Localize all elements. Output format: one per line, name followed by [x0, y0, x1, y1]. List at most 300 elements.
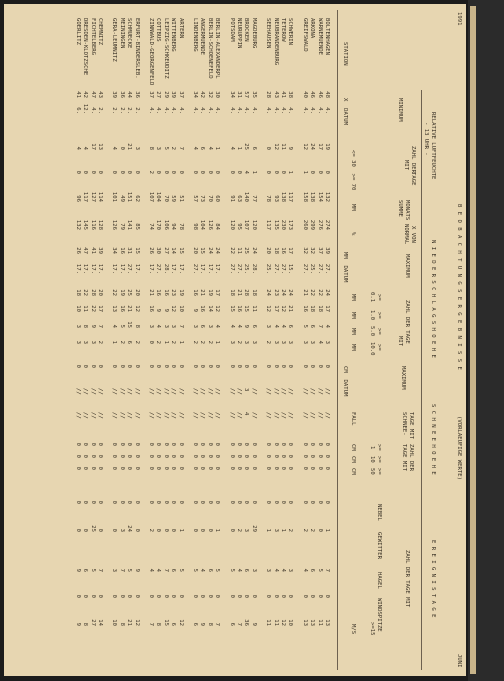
days-ge70-cell: 0 [118, 170, 125, 174]
precip-max-date-cell: 17. [82, 263, 89, 274]
precip-max-date-cell: 17. [206, 263, 213, 274]
precip-sum-cell: 101 [111, 191, 118, 202]
thunderstorm-days-cell: 3 [243, 528, 250, 532]
snow-ge-50-cell: 0 [97, 466, 103, 470]
humidity-min-cell: 43 [272, 91, 279, 98]
days-ge-0-1-cell: 24 [280, 289, 286, 296]
header-sh-ge-3: >= [376, 468, 382, 475]
precip-sum-cell: 104 [155, 191, 162, 202]
days-ge-0-1-cell: 24 [287, 289, 294, 296]
precip-sum-cell: 117 [82, 191, 89, 202]
days-ge-0-1-cell: 28 [89, 289, 96, 296]
humidity-min-date-cell: 4. [316, 107, 323, 114]
table-row [316, 4, 323, 676]
gust-days-extra-cell: 6 [192, 622, 198, 626]
gust-days-cell: 0 [89, 594, 96, 598]
precip-sum-cell: 51 [177, 195, 184, 202]
snow-max-date-cell: // [155, 388, 162, 395]
days-ge-10-0-cell: 6 [126, 340, 133, 344]
gust-days-extra-cell: 10 [287, 619, 294, 626]
gust-days-extra-cell: 8 [155, 622, 162, 626]
days-ge-10-0-cell: 2 [170, 340, 177, 344]
humidity-min-cell: 34 [228, 91, 235, 98]
gust-days-extra-cell: 11 [316, 619, 323, 626]
snowfall-days-cell: // [265, 412, 272, 419]
humidity-min-date-cell: 4. [301, 107, 308, 114]
humidity-min-date-cell: 4. [250, 107, 257, 114]
days-le30-cell: 11 [280, 143, 286, 150]
days-ge-1-0-cell: 16 [199, 305, 206, 312]
days-ge-10-0-cell: 2 [118, 340, 125, 344]
header-rel-humidity-2: - 13 UHR - [423, 122, 429, 156]
fog-days-cell: 0 [272, 500, 279, 504]
snow-max-date-cell: // [228, 388, 235, 395]
hail-days-cell: 5 [89, 568, 96, 572]
page-edge-strip [470, 6, 476, 674]
snowfall-days-cell: // [316, 412, 323, 419]
days-ge-1-0-cell: 11 [250, 305, 257, 312]
snow-ge-1-cell: 0 [82, 442, 89, 446]
precip-max-date-cell: 17. [199, 263, 206, 274]
station-name-cell: GREIFSWALD [301, 18, 308, 52]
precip-max-cell: 34 [111, 247, 118, 254]
humidity-min-cell: 29 [162, 91, 169, 98]
fog-days-cell: 0 [280, 500, 286, 504]
days-ge70-cell: 0 [309, 170, 316, 174]
hail-days-cell: 9 [133, 568, 140, 572]
precip-max-date-cell: 25. [309, 263, 316, 274]
humidity-min-cell: 36 [133, 91, 140, 98]
fog-days-cell: 0 [162, 500, 169, 504]
fog-days-cell: 0 [89, 500, 96, 504]
station-name-cell: NEUBRANDENBURG [272, 18, 279, 66]
snow-max-date-cell: // [324, 388, 330, 395]
snow-max-cell: 0 [133, 364, 140, 368]
hail-days-cell: 6 [170, 568, 177, 572]
humidity-min-cell: 36 [118, 91, 125, 98]
precip-pct-normal-cell: 230 [280, 219, 286, 230]
header-ns-val-3: 5.0 [369, 326, 375, 337]
days-ge-0-1-cell: 16 [155, 289, 162, 296]
days-ge70-cell: 0 [316, 170, 323, 174]
hail-days-cell: 5 [177, 568, 184, 572]
snowfall-days-cell: // [309, 412, 316, 419]
days-ge-5-0-cell: 3 [162, 324, 169, 328]
precip-sum-cell: 140 [243, 191, 250, 202]
snow-max-date-cell: // [170, 388, 177, 395]
gust-days-cell: 0 [236, 594, 242, 598]
hail-days-cell: 4 [199, 568, 206, 572]
days-ge-10-0-cell: 3 [309, 340, 316, 344]
days-le30-cell: 19 [324, 143, 330, 150]
days-ge-10-0-cell: 1 [177, 340, 184, 344]
station-name-cell: ARKONA [309, 18, 316, 39]
snow-max-date-cell: // [82, 388, 89, 395]
gust-days-extra-cell: 11 [272, 619, 279, 626]
fog-days-cell: 0 [118, 500, 125, 504]
snow-ge-50-cell: 0 [133, 466, 140, 470]
precip-pct-normal-cell: 79 [118, 223, 125, 230]
humidity-min-date-cell: 6. [74, 107, 81, 114]
days-ge70-cell: 0 [324, 170, 330, 174]
precip-max-date-cell: 28. [250, 263, 257, 274]
snow-ge-1-cell: 0 [89, 442, 96, 446]
hail-days-cell: 5 [192, 568, 198, 572]
hail-days-cell: 5 [214, 568, 221, 572]
thunderstorm-days-cell: 2 [287, 528, 294, 532]
snow-ge-10-cell: 0 [236, 454, 242, 458]
days-ge-1-0-cell: 16 [148, 305, 154, 312]
table-row [81, 4, 88, 676]
precip-max-date-cell: 27. [301, 263, 308, 274]
precip-max-cell: 20 [265, 247, 272, 254]
snow-max-date-cell: // [111, 388, 118, 395]
gust-days-extra-cell: 10 [111, 619, 118, 626]
header-station: STATION [342, 42, 348, 66]
thunderstorm-days-cell: 1 [214, 528, 221, 532]
humidity-min-date-cell: 4. [170, 107, 177, 114]
gust-days-extra-cell: 13 [301, 619, 308, 626]
days-le30-cell: 4 [228, 146, 235, 150]
days-ge-1-0-cell: 17 [324, 305, 330, 312]
precip-pct-normal-cell: 104 [199, 219, 206, 230]
humidity-min-cell: 31 [236, 91, 242, 98]
days-le30-cell: 2 [170, 146, 177, 150]
snowfall-days-cell: // [324, 412, 330, 419]
table-row [177, 4, 184, 676]
snow-max-cell: 0 [199, 364, 206, 368]
days-ge-5-0-cell: 4 [111, 324, 118, 328]
header-ns-ge-4: >= [376, 344, 382, 351]
header-ns-val-4: 10.0 [369, 342, 375, 356]
days-ge-1-0-cell: 16 [118, 305, 125, 312]
header-sh-tage-2: SCHNEE- [401, 412, 407, 436]
header-er-zahl: ZAHL DER TAGE MIT [404, 550, 410, 608]
humidity-min-date-cell: 4. [155, 107, 162, 114]
days-ge-0-1-cell: 17 [214, 289, 221, 296]
header-zahl-der-2: TAGE [410, 172, 416, 186]
precip-max-cell: 24 [206, 247, 213, 254]
snow-max-cell: 0 [170, 364, 177, 368]
precip-sum-cell: 70 [206, 195, 213, 202]
days-ge-0-1-cell: 22 [111, 289, 118, 296]
precip-sum-cell: 138 [309, 191, 316, 202]
fog-days-cell: 0 [214, 500, 221, 504]
snow-max-date-cell: // [309, 388, 316, 395]
humidity-min-cell: 46 [316, 91, 323, 98]
precip-sum-cell: 93 [272, 195, 279, 202]
days-le30-cell: 0 [265, 146, 272, 150]
snow-ge-10-cell: 0 [118, 454, 125, 458]
snow-ge-50-cell: 0 [316, 466, 323, 470]
days-ge-0-1-cell: 16 [192, 289, 198, 296]
snow-max-cell: 0 [228, 364, 235, 368]
hail-days-cell: 5 [228, 568, 235, 572]
days-ge-0-1-cell: 25 [126, 289, 133, 296]
precip-sum-cell: 117 [287, 191, 294, 202]
gust-days-extra-cell: 12 [280, 619, 286, 626]
hail-days-cell: 6 [206, 568, 213, 572]
snowfall-days-cell: // [126, 412, 133, 419]
table-row [235, 4, 242, 676]
snow-ge-1-cell: 0 [192, 442, 198, 446]
humidity-min-date-cell: 12. [82, 103, 89, 114]
days-le30-cell: 4 [74, 146, 81, 150]
fog-days-cell: 0 [301, 500, 308, 504]
table-row [147, 4, 154, 676]
precip-max-date-cell: 17. [148, 263, 154, 274]
days-ge-5-0-cell: 5 [118, 324, 125, 328]
humidity-min-date-cell: 4. [89, 107, 96, 114]
header-minimum: MINIMUM [397, 98, 403, 122]
header-sh-ge-1: >= [376, 444, 382, 451]
snow-max-cell: 0 [126, 364, 133, 368]
snow-ge-1-cell: 0 [243, 442, 250, 446]
days-le30-cell: 24 [309, 143, 316, 150]
days-le30-cell: 9 [287, 146, 294, 150]
table-row [264, 4, 271, 676]
days-ge-10-0-cell: 3 [250, 340, 257, 344]
snow-ge-50-cell: 0 [126, 466, 133, 470]
station-name-cell: TETEROW [280, 18, 286, 42]
snowfall-days-cell: // [206, 412, 213, 419]
humidity-min-date-cell: 4. [243, 107, 250, 114]
snowfall-days-cell: // [287, 412, 294, 419]
days-ge-1-0-cell: 12 [170, 305, 177, 312]
days-le30-cell: 1 [236, 146, 242, 150]
thunderstorm-days-cell: 0 [74, 528, 81, 532]
header-xvon-2: NORMAL [403, 224, 409, 245]
header-ns-mm-2: MM [350, 312, 356, 319]
precip-pct-normal-cell: 94 [170, 223, 177, 230]
snowfall-days-cell: // [280, 412, 286, 419]
precip-max-date-cell: 27. [280, 263, 286, 274]
snow-max-date-cell: 3 [243, 388, 250, 392]
fog-days-cell: 0 [206, 500, 213, 504]
humidity-min-cell: 40 [301, 91, 308, 98]
days-ge70-cell: 0 [162, 170, 169, 174]
days-le30-cell: 5 [162, 146, 169, 150]
snow-ge-10-cell: 0 [177, 454, 184, 458]
hail-days-cell: 5 [126, 568, 133, 572]
humidity-min-date-cell: 4. [287, 107, 294, 114]
precip-pct-normal-cell: 260 [301, 219, 308, 230]
days-le30-cell: 3 [155, 146, 162, 150]
station-name-cell: BERLIN-SCHOENEFELD [206, 18, 213, 79]
gust-days-cell: 0 [199, 594, 206, 598]
thunderstorm-days-cell: 25 [89, 525, 96, 532]
days-le30-cell: 6 [250, 146, 257, 150]
days-ge-5-0-cell: 6 [287, 324, 294, 328]
thunderstorm-days-cell: 0 [133, 528, 140, 532]
gust-days-extra-cell: 6 [228, 622, 235, 626]
station-name-cell: BERLIN-ALEXANDERPL [214, 18, 221, 79]
days-ge70-cell: 1 [301, 170, 308, 174]
header-ns-ge-2: >= [376, 312, 382, 319]
days-ge-0-1-cell: 24 [324, 289, 330, 296]
precip-max-date-cell: 27. [192, 263, 198, 274]
days-ge-10-0-cell: 2 [133, 340, 140, 344]
precip-max-date-cell: 17. [97, 263, 103, 274]
snow-max-date-cell: // [148, 388, 154, 395]
days-ge-1-0-cell: 12 [133, 305, 140, 312]
days-le30-cell: 17 [316, 143, 323, 150]
gust-days-cell: 0 [324, 594, 330, 598]
header-er-ms: M/S [350, 624, 356, 635]
precip-max-date-cell: 27. [316, 263, 323, 274]
days-ge-5-0-cell: 4 [155, 324, 162, 328]
header-rel-humidity-1: RELATIVE LUFTFEUCHTE [430, 112, 436, 180]
table-row [154, 4, 161, 676]
hail-days-cell: 3 [265, 568, 272, 572]
station-name-cell: BROCKEN [243, 18, 250, 42]
precip-max-cell: 37 [316, 247, 323, 254]
header-monatssumme-2: SUMME [397, 200, 403, 217]
snow-ge-50-cell: 0 [272, 466, 279, 470]
station-name-cell: NEURUPPIN [236, 18, 242, 49]
gust-days-cell: 0 [228, 594, 235, 598]
days-ge70-cell: 0 [126, 170, 133, 174]
snow-ge-10-cell: 0 [228, 454, 235, 458]
days-ge-10-0-cell: 2 [155, 340, 162, 344]
station-name-cell: WARNEMUENDE [316, 18, 323, 56]
hail-days-cell: 7 [162, 568, 169, 572]
snow-max-date-cell: // [236, 388, 242, 395]
snow-ge-1-cell: 0 [228, 442, 235, 446]
table-row [308, 4, 315, 676]
days-ge-5-0-cell: 4 [272, 324, 279, 328]
snow-max-cell: 0 [265, 364, 272, 368]
fog-days-cell: 0 [243, 500, 250, 504]
snow-max-cell: 0 [192, 364, 198, 368]
station-name-cell: FICHTELBERG [89, 18, 96, 56]
days-ge-10-0-cell: 3 [89, 340, 96, 344]
header-ereignistage: E R E I G N I S T A G E [430, 540, 436, 618]
days-le30-cell: 8 [148, 146, 154, 150]
hail-days-cell: 6 [309, 568, 316, 572]
days-ge-0-1-cell: 22 [309, 289, 316, 296]
precip-max-date-cell: 27. [324, 263, 330, 274]
snow-max-cell: 0 [309, 364, 316, 368]
days-ge-5-0-cell: 3 [148, 324, 154, 328]
precip-pct-normal-cell: 173 [287, 219, 294, 230]
days-ge70-cell: 0 [206, 170, 213, 174]
days-ge-10-0-cell: 3 [301, 340, 308, 344]
humidity-min-cell: 44 [126, 91, 133, 98]
days-ge-5-0-cell: 6 [199, 324, 206, 328]
snow-max-date-cell: // [250, 388, 257, 395]
snow-max-date-cell: // [301, 388, 308, 395]
hail-days-cell: 4 [272, 568, 279, 572]
header-sh-ge-2: >= [376, 456, 382, 463]
days-ge-1-0-cell: 21 [126, 305, 133, 312]
days-ge-10-0-cell: 1 [111, 340, 118, 344]
days-ge-5-0-cell: 3 [265, 324, 272, 328]
days-ge-0-1-cell: 19 [118, 289, 125, 296]
days-ge-1-0-cell: 10 [177, 305, 184, 312]
humidity-min-date-cell: 4. [214, 107, 221, 114]
fog-days-cell: 0 [82, 500, 89, 504]
precip-sum-cell: 73 [199, 195, 206, 202]
snow-ge-1-cell: 0 [170, 442, 177, 446]
snowfall-days-cell: // [133, 412, 140, 419]
days-ge-1-0-cell: 10 [74, 305, 81, 312]
snow-ge-1-cell: 0 [97, 442, 103, 446]
precip-max-cell: 17 [287, 247, 294, 254]
hail-days-cell: 3 [287, 568, 294, 572]
precip-sum-cell: 96 [74, 195, 81, 202]
precip-pct-normal-cell: 126 [111, 219, 118, 230]
precip-max-date-cell: 17. [74, 263, 81, 274]
precip-pct-normal-cell: 274 [324, 219, 330, 230]
header-sh-tage-3: FALL [350, 412, 356, 426]
gust-days-extra-cell: 15 [162, 619, 169, 626]
hail-days-cell: 4 [155, 568, 162, 572]
precip-sum-cell: 158 [301, 191, 308, 202]
snow-ge-10-cell: 0 [74, 454, 81, 458]
snow-ge-1-cell: 0 [301, 442, 308, 446]
snow-max-date-cell: // [97, 388, 103, 395]
header-humidity-thresholds: <= 30 >= 70 [350, 150, 356, 191]
station-name-cell: LINDENBERG [192, 18, 198, 52]
snow-ge-50-cell: 0 [192, 466, 198, 470]
days-ge70-cell: 0 [82, 170, 89, 174]
days-ge-5-0-cell: 9 [243, 324, 250, 328]
fog-days-cell: 0 [199, 500, 206, 504]
days-ge-1-0-cell: 12 [214, 305, 221, 312]
thunderstorm-days-cell: 1 [280, 528, 286, 532]
humidity-min-cell: 34 [192, 91, 198, 98]
snow-max-date-cell: // [287, 388, 294, 395]
header-ns-mm-3: MM [350, 328, 356, 335]
thunderstorm-days-cell: 0 [206, 528, 213, 532]
precip-max-cell: 27 [162, 247, 169, 254]
humidity-min-cell: 37 [148, 91, 154, 98]
thunderstorm-days-cell: 29 [250, 525, 257, 532]
precip-max-cell: 32 [301, 247, 308, 254]
snow-max-date-cell: // [126, 388, 133, 395]
days-ge-0-1-cell: 21 [199, 289, 206, 296]
days-ge-5-0-cell: 8 [82, 324, 89, 328]
precip-max-cell: 47 [82, 247, 89, 254]
gust-days-extra-cell: 13 [324, 619, 330, 626]
snow-ge-10-cell: 0 [243, 454, 250, 458]
snow-ge-1-cell: 0 [74, 442, 81, 446]
snowfall-days-cell: // [228, 412, 235, 419]
snow-max-cell: 0 [177, 364, 184, 368]
days-ge-1-0-cell: 21 [287, 305, 294, 312]
snow-max-cell: 0 [287, 364, 294, 368]
header-sh-maximum-1: MAXIMUM [400, 366, 406, 390]
days-ge-5-0-cell: 4 [236, 324, 242, 328]
thunderstorm-days-cell: 0 [162, 528, 169, 532]
station-name-cell: MEININGEN [118, 18, 125, 49]
snow-max-cell: 0 [97, 364, 103, 368]
humidity-min-date-cell: 4. [280, 107, 286, 114]
snow-max-date-cell: // [89, 388, 96, 395]
snow-ge-10-cell: 0 [309, 454, 316, 458]
gust-days-cell: 0 [214, 594, 221, 598]
precip-max-cell: 18 [272, 247, 279, 254]
table-row [323, 4, 330, 676]
precip-max-cell: 15 [177, 247, 184, 254]
precip-max-cell: 15 [133, 247, 140, 254]
snow-ge-10-cell: 0 [316, 454, 323, 458]
days-ge-1-0-cell: 9 [192, 308, 198, 312]
days-le30-cell: 6 [199, 146, 206, 150]
days-ge70-cell: 0 [199, 170, 206, 174]
snow-max-cell: 0 [301, 364, 308, 368]
